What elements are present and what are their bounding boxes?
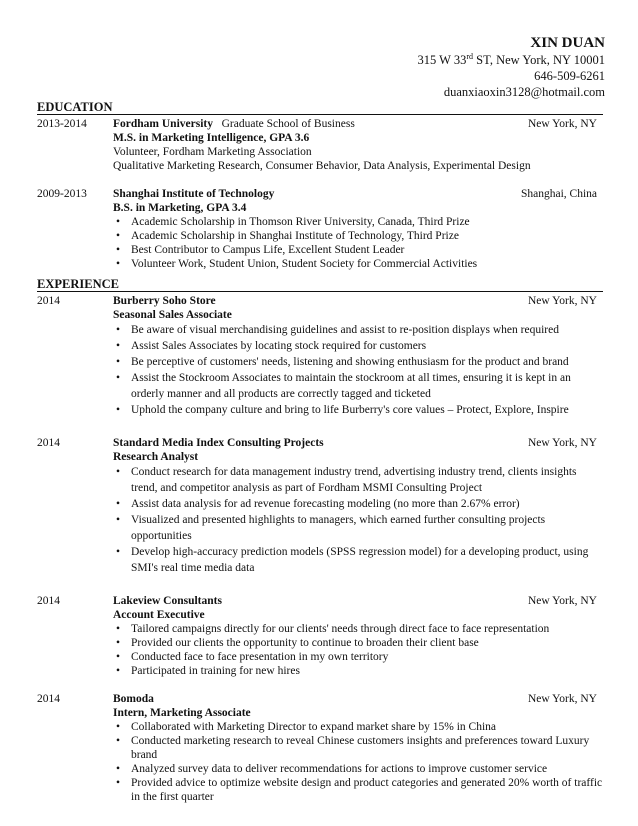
list-item: • Assist Sales Associates by locating stock required for customers — [113, 338, 603, 354]
education-entry — [37, 117, 603, 173]
section-title-experience: EXPERIENCE — [37, 278, 603, 292]
entry-organization: Burberry Soho Store — [113, 295, 216, 307]
list-item: • Volunteer Work, Student Union, Student Society for Commercial Activities — [113, 257, 603, 271]
resume-header — [418, 34, 605, 100]
email: duanxiaoxin3128@hotmail.com — [443, 85, 605, 99]
bullet-list — [113, 322, 603, 418]
entry-role: Research Analyst — [113, 451, 199, 463]
list-item: • Participated in training for new hires — [113, 664, 603, 678]
entry-date: 2014 — [37, 595, 60, 607]
experience-entry — [37, 594, 603, 678]
section-title-education: EDUCATION — [37, 101, 603, 115]
list-item: • Conducted marketing research to reveal Chinese customers insights and preferences toward Luxury brand — [113, 734, 603, 762]
list-item: • Best Contributor to Campus Life, Excellent Student Leader — [113, 243, 603, 257]
phone: 646-509-6261 — [534, 69, 605, 83]
list-item: • Collaborated with Marketing Director to expand market share by 15% in China — [113, 720, 603, 734]
entry-date: 2014 — [37, 437, 60, 449]
list-item: • Be aware of visual merchandising guidelines and assist to re-position displays when required — [113, 322, 603, 338]
list-item: • Uphold the company culture and bring to life Burberry's core values – Protect, Explore, Inspire — [113, 402, 603, 418]
list-item: • Conducted face to face presentation in my own territory — [113, 650, 603, 664]
experience-entry — [37, 692, 603, 804]
entry-location: Shanghai, China — [520, 188, 597, 200]
entry-date: 2013-2014 — [37, 118, 87, 130]
entry-degree: B.S. in Marketing, GPA 3.4 — [113, 202, 247, 214]
bullet-list — [113, 215, 603, 271]
entry-date: 2014 — [37, 295, 60, 307]
entry-degree: M.S. in Marketing Intelligence, GPA 3.6 — [113, 132, 310, 144]
experience-section — [37, 278, 603, 804]
entry-location: New York, NY — [527, 295, 597, 307]
list-item: • Provided advice to optimize website design and product categories and generated 20% worth of traffic in the first quarter — [113, 776, 603, 804]
list-item: • Develop high-accuracy prediction models (SPSS regression model) for a developing product, using SMI's real time media data — [113, 544, 603, 576]
entry-organization: Lakeview Consultants — [113, 595, 222, 607]
entry-line: Qualitative Marketing Research, Consumer Behavior, Data Analysis, Experimental Design — [113, 160, 531, 172]
bullet-list — [113, 622, 603, 678]
list-item: • Conduct research for data management industry trend, advertising industry trend, clients insights trend, and competitor analysis as part of Fordham MSMI Consulting Project — [113, 464, 603, 496]
list-item: • Tailored campaigns directly for our clients' needs through direct face to face representation — [113, 622, 603, 636]
list-item: • Assist data analysis for ad revenue forecasting modeling (no more than 2.67% error) — [113, 496, 603, 512]
list-item: • Academic Scholarship in Shanghai Institute of Technology, Third Prize — [113, 229, 603, 243]
list-item: • Academic Scholarship in Thomson River University, Canada, Third Prize — [113, 215, 603, 229]
bullet-list — [113, 720, 603, 804]
experience-entry — [37, 436, 603, 576]
entry-date: 2009-2013 — [37, 188, 87, 200]
entry-location: New York, NY — [527, 693, 597, 705]
address: 315 W 33rd ST, New York, NY 10001 — [417, 51, 605, 67]
entry-organization: Fordham University — [113, 118, 213, 130]
entry-location: New York, NY — [527, 437, 597, 449]
education-entry — [37, 187, 603, 271]
list-item: • Be perceptive of customers' needs, listening and showing enthusiasm for the product and brand — [113, 354, 603, 370]
entry-location: New York, NY — [527, 118, 597, 130]
list-item: • Assist the Stockroom Associates to maintain the stockroom at all times, ensuring it is kept in an orderly manner and all products are correctly tagged and ticketed — [113, 370, 603, 402]
list-item: • Provided our clients the opportunity to continue to broaden their client base — [113, 636, 603, 650]
entry-organization: Standard Media Index Consulting Projects — [113, 437, 324, 449]
entry-date: 2014 — [37, 693, 60, 705]
entry-role: Account Executive — [113, 609, 205, 621]
entry-role: Intern, Marketing Associate — [113, 707, 251, 719]
candidate-name: XIN DUAN — [530, 35, 605, 51]
entry-role: Seasonal Sales Associate — [113, 309, 232, 321]
entry-line: Volunteer, Fordham Marketing Association — [113, 146, 312, 158]
list-item: • Analyzed survey data to deliver recommendations for actions to improve customer service — [113, 762, 603, 776]
list-item: • Visualized and presented highlights to managers, which earned further consulting projects opportunities — [113, 512, 603, 544]
education-section — [37, 101, 603, 271]
entry-organization: Shanghai Institute of Technology — [113, 188, 275, 200]
entry-organization-sub: Graduate School of Business — [221, 118, 355, 130]
bullet-list — [113, 464, 603, 576]
entry-organization: Bomoda — [113, 693, 154, 705]
entry-location: New York, NY — [527, 595, 597, 607]
experience-entry — [37, 294, 603, 418]
